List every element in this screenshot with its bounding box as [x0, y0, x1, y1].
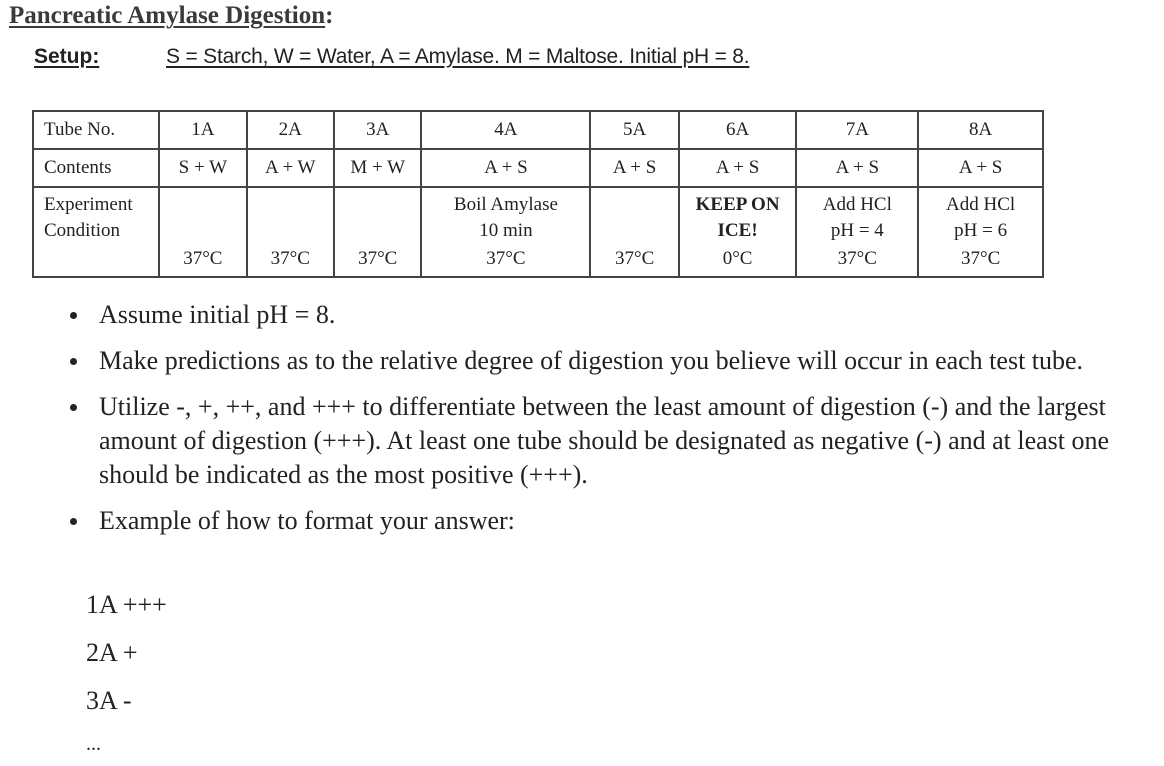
list-item: [66, 298, 1156, 332]
condition-8a-line1: Add HCl: [946, 194, 1016, 215]
tube-header-3a: 3A: [334, 111, 421, 149]
bullet-text: Assume initial pH = 8.: [99, 300, 336, 329]
table-condition-row: [33, 187, 1043, 277]
condition-4a-line1: Boil Amylase: [453, 194, 558, 215]
tube-header-8a: 8A: [918, 111, 1043, 149]
condition-2a: [247, 187, 334, 277]
temp-8a: 37°C: [960, 248, 1001, 269]
row-label-tube-no: Tube No.: [33, 111, 159, 149]
condition-8a: [918, 187, 1043, 277]
temp-1a: 37°C: [183, 248, 223, 269]
list-item: [66, 390, 1156, 492]
contents-4a: A + S: [421, 149, 590, 187]
contents-1a: S + W: [159, 149, 246, 187]
temp-4a: 37°C: [486, 248, 526, 269]
instruction-list: [66, 298, 1156, 538]
table-contents-row: [33, 149, 1043, 187]
condition-6a-line2: ICE!: [717, 220, 758, 241]
page-title: [9, 2, 333, 30]
condition-1a: [159, 187, 246, 277]
bullet-dot-icon: [70, 518, 77, 525]
condition-7a-line2: pH = 4: [830, 220, 884, 241]
condition-7a-line1: Add HCl: [822, 194, 892, 215]
bullet-text: Example of how to format your answer:: [99, 506, 515, 535]
temp-5a: 37°C: [614, 248, 655, 269]
table-header-row: [33, 111, 1043, 149]
setup-text: S = Starch, W = Water, A = Amylase. M = Maltose. Initial pH = 8.: [166, 45, 750, 68]
example-line-1: 1A +++: [86, 590, 167, 619]
experiment-table: [32, 110, 1044, 278]
list-item: [66, 504, 1156, 538]
condition-7a: [796, 187, 918, 277]
contents-6a: A + S: [679, 149, 797, 187]
page-title-colon: :: [325, 2, 334, 29]
example-ellipsis: ...: [86, 733, 101, 755]
tube-header-7a: 7A: [796, 111, 918, 149]
condition-label-line1: Experiment: [44, 194, 133, 215]
row-label-condition: [33, 187, 159, 277]
tube-header-5a: 5A: [590, 111, 678, 149]
bullet-text: Utilize -, +, ++, and +++ to differentiate between the least amount of digestion (-) and the largest amount of digestion (+++). At least one tube should be designated as negative (-) and at least one should be indicated as the most positive (+++).: [99, 392, 1110, 489]
page-title-text: Pancreatic Amylase Digestion: [9, 2, 326, 29]
setup-line: [34, 45, 749, 69]
contents-8a: A + S: [918, 149, 1043, 187]
condition-6a: [679, 187, 797, 277]
contents-5a: A + S: [590, 149, 678, 187]
condition-6a-line1: KEEP ON: [695, 194, 780, 215]
tube-header-6a: 6A: [679, 111, 797, 149]
temp-7a: 37°C: [837, 248, 877, 269]
bullet-dot-icon: [70, 404, 77, 411]
bullet-text: Make predictions as to the relative degree of digestion you believe will occur in each test tube.: [99, 346, 1084, 375]
condition-3a: [334, 187, 421, 277]
example-line-2: 2A +: [86, 638, 138, 667]
temp-2a: 37°C: [270, 248, 310, 269]
condition-4a: [421, 187, 590, 277]
setup-label: Setup:: [34, 45, 100, 68]
example-line-3: 3A -: [86, 686, 132, 715]
condition-4a-line2: 10 min: [479, 220, 533, 241]
condition-5a: [590, 187, 678, 277]
row-label-contents: Contents: [33, 149, 159, 187]
tube-header-2a: 2A: [247, 111, 334, 149]
tube-header-4a: 4A: [421, 111, 590, 149]
contents-7a: A + S: [796, 149, 918, 187]
temp-6a: 0°C: [722, 248, 753, 269]
tube-header-1a: 1A: [159, 111, 246, 149]
bullet-dot-icon: [70, 358, 77, 365]
contents-2a: A + W: [247, 149, 334, 187]
condition-label-line2: Condition: [44, 220, 121, 241]
list-item: [66, 344, 1156, 378]
bullet-dot-icon: [70, 312, 77, 319]
contents-3a: M + W: [334, 149, 421, 187]
temp-3a: 37°C: [358, 248, 398, 269]
condition-8a-line2: pH = 6: [954, 220, 1008, 241]
